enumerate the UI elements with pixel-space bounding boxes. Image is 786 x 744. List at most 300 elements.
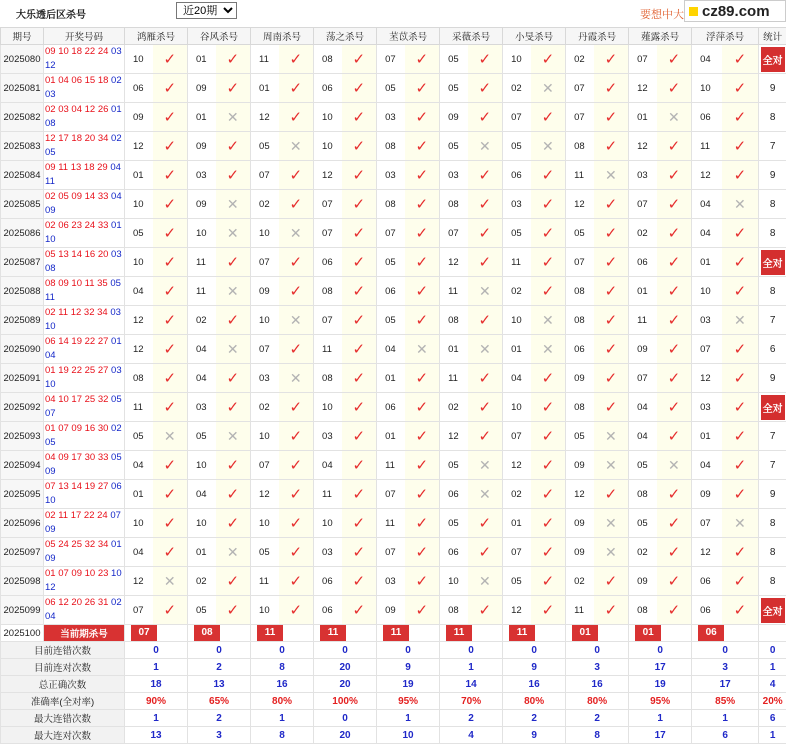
page-title: 大乐透后区杀号 xyxy=(16,6,86,21)
check-mark-icon: ✓ xyxy=(163,341,176,358)
kill-number: 12 xyxy=(125,335,153,364)
draw-numbers xyxy=(44,509,125,538)
kill-number: 08 xyxy=(125,364,153,393)
check-mark-icon: ✓ xyxy=(479,399,492,416)
stat-value xyxy=(503,676,566,693)
stat-number: 95% xyxy=(650,696,670,707)
kill-number: 08 xyxy=(629,480,657,509)
current-kill-number: 06 xyxy=(698,625,724,641)
back-numbers: 05 07 xyxy=(45,394,122,419)
draw-numbers xyxy=(44,306,125,335)
kill-number: 07 xyxy=(692,509,722,538)
check-mark-icon: ✓ xyxy=(290,196,303,213)
check-mark-icon: ✓ xyxy=(416,515,429,532)
logo-square-icon xyxy=(689,7,698,16)
issue-number: 2025085 xyxy=(1,190,44,219)
front-numbers: 06 14 19 22 27 xyxy=(45,336,108,347)
kill-number: 06 xyxy=(314,248,342,277)
check-icon xyxy=(153,219,188,248)
kill-number: 12 xyxy=(125,132,153,161)
stat-value xyxy=(377,693,440,710)
all-correct-badge: 全对 xyxy=(761,47,785,72)
kill-number: 10 xyxy=(251,596,279,625)
check-icon xyxy=(342,132,377,161)
kill-number: 11 xyxy=(188,277,216,306)
kill-number: 01 xyxy=(503,335,531,364)
check-icon xyxy=(657,277,692,306)
check-icon xyxy=(405,161,440,190)
kill-number: 11 xyxy=(629,306,657,335)
stat-number: 80% xyxy=(524,696,544,707)
check-icon xyxy=(153,451,188,480)
check-icon xyxy=(153,74,188,103)
check-icon xyxy=(468,596,503,625)
stat-number: 16 xyxy=(276,679,287,690)
check-mark-icon: ✓ xyxy=(353,370,366,387)
promo-link[interactable]: 要想中大 xyxy=(640,6,684,22)
kill-number: 12 xyxy=(692,538,722,567)
check-mark-icon: ✓ xyxy=(353,399,366,416)
correct-count: 8 xyxy=(770,576,776,587)
kill-number: 11 xyxy=(251,45,279,74)
stat-value xyxy=(503,659,566,676)
check-mark-icon: ✓ xyxy=(668,312,681,329)
correct-count: 9 xyxy=(770,373,776,384)
kill-number: 01 xyxy=(188,538,216,567)
table-row xyxy=(1,509,786,538)
correct-count: 6 xyxy=(770,344,776,355)
check-mark-icon: ✓ xyxy=(479,225,492,242)
stat-value xyxy=(629,659,692,676)
check-icon xyxy=(531,190,566,219)
kill-number: 05 xyxy=(440,74,468,103)
check-mark-icon: ✓ xyxy=(163,109,176,126)
kill-number: 06 xyxy=(503,161,531,190)
kill-number: 08 xyxy=(440,306,468,335)
kill-number: 02 xyxy=(629,538,657,567)
check-mark-icon: ✓ xyxy=(290,80,303,97)
cross-mark-icon: ✕ xyxy=(290,138,302,154)
kill-number: 04 xyxy=(692,219,722,248)
check-mark-icon: ✓ xyxy=(226,51,239,68)
row-stat xyxy=(759,335,786,364)
issue-number: 2025083 xyxy=(1,132,44,161)
back-numbers: 10 12 xyxy=(45,568,122,593)
cross-mark-icon: ✕ xyxy=(605,428,617,444)
check-icon xyxy=(722,277,759,306)
check-icon xyxy=(722,161,759,190)
cross-icon xyxy=(216,103,251,132)
kill-number: 07 xyxy=(440,219,468,248)
kill-number: 12 xyxy=(566,480,594,509)
header-method: 浮萍杀号 xyxy=(692,28,759,45)
kill-number: 02 xyxy=(188,567,216,596)
cross-icon xyxy=(216,219,251,248)
check-icon xyxy=(722,364,759,393)
stat-number: 4 xyxy=(468,730,474,741)
table-row xyxy=(1,219,786,248)
kill-number: 12 xyxy=(440,248,468,277)
back-numbers: 02 03 xyxy=(45,75,122,100)
kill-number: 01 xyxy=(692,248,722,277)
check-icon xyxy=(405,306,440,335)
check-mark-icon: ✓ xyxy=(734,370,747,387)
check-icon xyxy=(594,596,629,625)
stat-total-number: 0 xyxy=(770,645,776,656)
draw-numbers xyxy=(44,132,125,161)
check-icon xyxy=(279,422,314,451)
table-row xyxy=(1,161,786,190)
check-icon xyxy=(722,74,759,103)
kill-number: 05 xyxy=(440,509,468,538)
kill-number: 04 xyxy=(692,451,722,480)
table-row xyxy=(1,190,786,219)
stat-value xyxy=(440,642,503,659)
check-icon xyxy=(594,364,629,393)
front-numbers: 01 07 09 10 23 xyxy=(45,568,108,579)
stat-row xyxy=(1,676,786,693)
check-icon xyxy=(722,103,759,132)
kill-number: 05 xyxy=(125,422,153,451)
check-icon xyxy=(342,306,377,335)
kill-number: 10 xyxy=(125,509,153,538)
check-mark-icon: ✓ xyxy=(542,167,555,184)
check-mark-icon: ✓ xyxy=(353,109,366,126)
kill-number: 06 xyxy=(314,567,342,596)
header-method: 鸿雁杀号 xyxy=(125,28,188,45)
cross-icon xyxy=(531,306,566,335)
check-icon xyxy=(153,480,188,509)
correct-count: 8 xyxy=(770,228,776,239)
back-numbers: 01 08 xyxy=(45,104,122,129)
check-mark-icon: ✓ xyxy=(479,428,492,445)
correct-count: 7 xyxy=(770,315,776,326)
kill-number: 04 xyxy=(692,45,722,74)
correct-count: 7 xyxy=(770,431,776,442)
current-kill-number: 11 xyxy=(320,625,346,641)
stat-number: 19 xyxy=(403,679,414,690)
stat-label: 总正确次数 xyxy=(1,676,125,693)
kill-number: 04 xyxy=(188,335,216,364)
check-mark-icon: ✓ xyxy=(479,602,492,619)
draw-numbers xyxy=(44,538,125,567)
back-numbers: 06 10 xyxy=(45,481,122,506)
check-mark-icon: ✓ xyxy=(605,80,618,97)
stat-value xyxy=(629,693,692,710)
check-mark-icon: ✓ xyxy=(734,283,747,300)
check-mark-icon: ✓ xyxy=(416,573,429,590)
stat-number: 1 xyxy=(279,713,285,724)
check-icon xyxy=(594,45,629,74)
check-mark-icon: ✓ xyxy=(416,602,429,619)
check-mark-icon: ✓ xyxy=(226,399,239,416)
kill-number: 09 xyxy=(566,451,594,480)
period-select[interactable] xyxy=(176,2,237,19)
check-icon xyxy=(657,219,692,248)
check-mark-icon: ✓ xyxy=(734,51,747,68)
stat-number: 13 xyxy=(150,730,161,741)
site-logo[interactable] xyxy=(684,0,786,22)
cross-icon xyxy=(468,480,503,509)
cross-icon xyxy=(594,509,629,538)
kill-number: 02 xyxy=(251,190,279,219)
check-mark-icon: ✓ xyxy=(542,370,555,387)
check-icon xyxy=(722,132,759,161)
kill-number: 11 xyxy=(125,393,153,422)
current-kill-number: 11 xyxy=(509,625,535,641)
stat-value xyxy=(314,693,377,710)
stat-number: 65% xyxy=(209,696,229,707)
header-method: 谷风杀号 xyxy=(188,28,251,45)
back-numbers: 03 08 xyxy=(45,249,122,274)
row-stat xyxy=(759,103,786,132)
check-icon xyxy=(722,422,759,451)
stat-value xyxy=(125,659,188,676)
stat-value xyxy=(629,676,692,693)
check-icon xyxy=(405,132,440,161)
current-kill-number: 11 xyxy=(446,625,472,641)
cross-icon xyxy=(657,103,692,132)
check-icon xyxy=(657,132,692,161)
stat-number: 16 xyxy=(592,679,603,690)
kill-number: 05 xyxy=(566,219,594,248)
check-icon xyxy=(342,480,377,509)
stat-number: 18 xyxy=(150,679,161,690)
check-icon xyxy=(216,451,251,480)
issue-number: 2025081 xyxy=(1,74,44,103)
check-mark-icon: ✓ xyxy=(668,428,681,445)
kill-number: 05 xyxy=(188,422,216,451)
stat-number: 95% xyxy=(398,696,418,707)
all-correct-badge: 全对 xyxy=(761,598,785,623)
check-icon xyxy=(594,219,629,248)
kill-number: 08 xyxy=(566,393,594,422)
kill-number: 03 xyxy=(188,393,216,422)
kill-number: 10 xyxy=(440,567,468,596)
table-row xyxy=(1,45,786,74)
current-issue-row xyxy=(1,625,786,642)
check-mark-icon: ✓ xyxy=(605,312,618,329)
check-mark-icon: ✓ xyxy=(479,515,492,532)
kill-number: 06 xyxy=(125,74,153,103)
stat-label: 最大连对次数 xyxy=(1,727,125,744)
kill-number: 12 xyxy=(629,132,657,161)
check-icon xyxy=(594,306,629,335)
check-mark-icon: ✓ xyxy=(668,254,681,271)
back-numbers: 03 10 xyxy=(45,365,122,390)
stat-number: 3 xyxy=(216,730,222,741)
issue-number: 2025091 xyxy=(1,364,44,393)
check-mark-icon: ✓ xyxy=(416,283,429,300)
kill-number: 02 xyxy=(251,393,279,422)
draw-numbers xyxy=(44,277,125,306)
stat-value xyxy=(566,642,629,659)
stat-number: 0 xyxy=(722,645,728,656)
cross-mark-icon: ✕ xyxy=(734,196,746,212)
draw-numbers xyxy=(44,45,125,74)
stat-number: 0 xyxy=(216,645,222,656)
check-icon xyxy=(153,190,188,219)
kill-number: 03 xyxy=(251,364,279,393)
kill-number: 12 xyxy=(692,364,722,393)
row-stat xyxy=(759,219,786,248)
check-mark-icon: ✓ xyxy=(226,486,239,503)
check-mark-icon: ✓ xyxy=(416,109,429,126)
current-kill-number: 11 xyxy=(383,625,409,641)
check-mark-icon: ✓ xyxy=(668,602,681,619)
stat-total-number: 1 xyxy=(770,730,776,741)
stat-value xyxy=(629,642,692,659)
stat-value xyxy=(566,659,629,676)
correct-count: 8 xyxy=(770,518,776,529)
kill-number: 03 xyxy=(692,306,722,335)
stat-value xyxy=(377,727,440,744)
kill-number: 06 xyxy=(692,567,722,596)
stat-number: 20 xyxy=(339,679,350,690)
kill-number: 12 xyxy=(503,596,531,625)
kill-number: 12 xyxy=(314,161,342,190)
kill-number: 08 xyxy=(377,190,405,219)
kill-number: 08 xyxy=(314,45,342,74)
kill-number: 04 xyxy=(125,277,153,306)
kill-number: 08 xyxy=(440,190,468,219)
stat-number: 2 xyxy=(216,713,222,724)
check-icon xyxy=(216,364,251,393)
cross-mark-icon: ✕ xyxy=(734,312,746,328)
stat-value xyxy=(314,676,377,693)
check-icon xyxy=(153,364,188,393)
stat-number: 20 xyxy=(339,730,350,741)
stat-value xyxy=(377,642,440,659)
header-row xyxy=(1,28,786,45)
check-icon xyxy=(468,509,503,538)
check-icon xyxy=(405,596,440,625)
kill-number: 06 xyxy=(377,277,405,306)
kill-number: 10 xyxy=(692,277,722,306)
check-icon xyxy=(153,277,188,306)
issue-number: 2025090 xyxy=(1,335,44,364)
check-mark-icon: ✓ xyxy=(416,486,429,503)
kill-number: 09 xyxy=(566,538,594,567)
stat-number: 85% xyxy=(715,696,735,707)
check-mark-icon: ✓ xyxy=(542,109,555,126)
check-icon xyxy=(531,364,566,393)
check-icon xyxy=(216,248,251,277)
kill-number: 10 xyxy=(314,509,342,538)
kill-number: 11 xyxy=(314,335,342,364)
check-mark-icon: ✓ xyxy=(290,399,303,416)
stat-value xyxy=(251,659,314,676)
header-method: 周南杀号 xyxy=(251,28,314,45)
front-numbers: 02 03 04 12 26 xyxy=(45,104,108,115)
stat-number: 14 xyxy=(466,679,477,690)
cross-icon xyxy=(216,190,251,219)
cross-icon xyxy=(468,451,503,480)
stat-value xyxy=(692,659,759,676)
cross-mark-icon: ✕ xyxy=(605,515,617,531)
check-mark-icon: ✓ xyxy=(226,138,239,155)
issue-number: 2025089 xyxy=(1,306,44,335)
check-icon xyxy=(279,161,314,190)
stat-label: 目前连对次数 xyxy=(1,659,125,676)
kill-number: 07 xyxy=(314,306,342,335)
check-mark-icon: ✓ xyxy=(163,515,176,532)
check-icon xyxy=(594,335,629,364)
check-mark-icon: ✓ xyxy=(605,602,618,619)
cross-icon xyxy=(722,190,759,219)
current-kill-cell xyxy=(692,625,759,642)
row-stat xyxy=(759,480,786,509)
check-icon xyxy=(279,45,314,74)
kill-number: 05 xyxy=(251,538,279,567)
check-mark-icon: ✓ xyxy=(416,167,429,184)
stat-value xyxy=(125,727,188,744)
check-icon xyxy=(216,132,251,161)
kill-number: 10 xyxy=(125,190,153,219)
kill-number: 02 xyxy=(440,393,468,422)
kill-number: 04 xyxy=(377,335,405,364)
check-icon xyxy=(342,509,377,538)
kill-number: 09 xyxy=(566,509,594,538)
table-row xyxy=(1,306,786,335)
stat-number: 0 xyxy=(405,645,411,656)
kill-number: 07 xyxy=(377,538,405,567)
check-mark-icon: ✓ xyxy=(605,51,618,68)
check-mark-icon: ✓ xyxy=(734,341,747,358)
cross-icon xyxy=(279,306,314,335)
front-numbers: 07 13 14 19 27 xyxy=(45,481,108,492)
cross-icon xyxy=(531,74,566,103)
kill-number: 04 xyxy=(692,190,722,219)
row-stat xyxy=(759,451,786,480)
stat-number: 20 xyxy=(339,662,350,673)
kill-number: 07 xyxy=(692,335,722,364)
back-numbers: 05 11 xyxy=(45,278,121,303)
check-icon xyxy=(722,596,759,625)
issue-number: 2025095 xyxy=(1,480,44,509)
kill-number: 07 xyxy=(566,248,594,277)
kill-number: 08 xyxy=(440,596,468,625)
stat-number: 0 xyxy=(153,645,159,656)
check-icon xyxy=(342,451,377,480)
stat-value xyxy=(314,659,377,676)
current-kill-label: 当前期杀号 xyxy=(44,625,125,642)
check-mark-icon: ✓ xyxy=(668,283,681,300)
cross-mark-icon: ✕ xyxy=(542,312,554,328)
cross-icon xyxy=(657,451,692,480)
check-icon xyxy=(531,538,566,567)
correct-count: 8 xyxy=(770,199,776,210)
check-mark-icon: ✓ xyxy=(734,254,747,271)
row-stat xyxy=(759,45,786,74)
kill-number: 12 xyxy=(692,161,722,190)
check-icon xyxy=(405,103,440,132)
cross-icon xyxy=(594,161,629,190)
draw-numbers xyxy=(44,248,125,277)
stat-number: 10 xyxy=(403,730,414,741)
check-icon xyxy=(405,45,440,74)
header-method: 采薇杀号 xyxy=(440,28,503,45)
stat-value xyxy=(188,642,251,659)
check-icon xyxy=(153,248,188,277)
cross-icon xyxy=(216,277,251,306)
cross-mark-icon: ✕ xyxy=(479,283,491,299)
check-mark-icon: ✓ xyxy=(353,51,366,68)
kill-number: 07 xyxy=(377,480,405,509)
stat-value xyxy=(188,676,251,693)
stat-number: 1 xyxy=(153,662,159,673)
check-icon xyxy=(468,364,503,393)
